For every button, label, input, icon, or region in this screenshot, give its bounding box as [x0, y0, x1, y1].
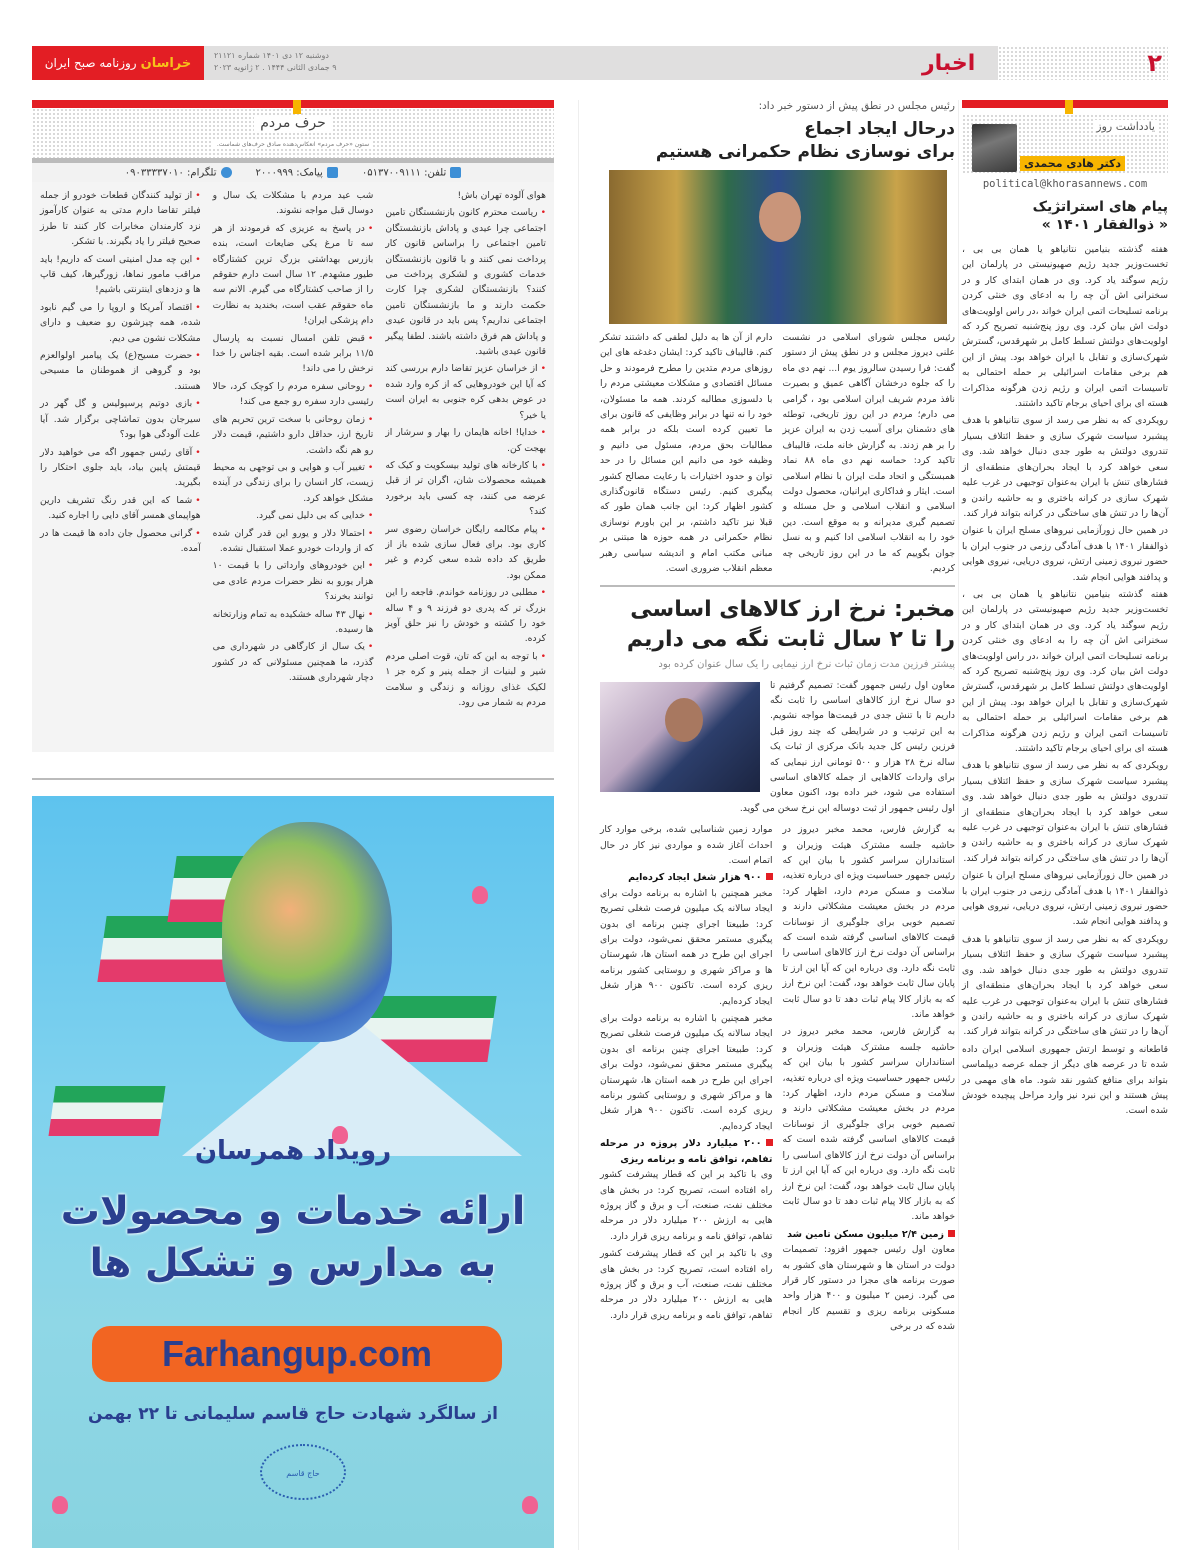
subhead: زمین ۲/۴ میلیون مسکن تامین شد — [783, 1227, 956, 1242]
ad-headline: ارائه خدمات و محصولات به مدارس و تشکل ها — [60, 1189, 526, 1286]
date-line-1: دوشنبه ۱۲ دی ۱۴۰۱ شماره ۲۱۱۲۱ — [214, 51, 329, 60]
sms-icon — [327, 167, 338, 178]
subhead: ۹۰۰ هزار شغل ایجاد کرده‌ایم — [600, 870, 773, 885]
note-label: یادداشت روز — [1093, 120, 1158, 133]
note-body: هفته گذشته بنیامین نتانیاهو یا همان بی بی ، تخست‌وزیر جدید رژیم صهیونیستی در پارلمان این رژیم سوگند یاد کرد. وی در همان ابتدای کار و در سخنرانی اش آن چه را به ادعای وی خنثی کردن برنامه تسلیحات اتمی ایران خواند ،در راس اولویت‌های دولت اش بیان کرد. وی روز پنج‌شنبه تصریح کرد که اولویت‌های دولتش تسلط کامل بر شهرقدس، گسترش شهرک‌سازی و تقابل با ایران خواهد بود. پیش از این هم برخی مقامات اسرائیلی بر حمله احتمالی به تاسیسات اتمی ایران و رژیم زدن هرگونه مذاکرات هسته ای برای احیای برجام تاکید داشتند. رویکردی که به نظر می رسد از سوی نتانیاهو با هدف پیشبرد سیاست شهرک سازی و حفظ ائتلاف بسیار تندروی دولتش به طور جدی دنبال خواهد شد. وی سعی خواهد کرد با ایجاد بحران‌های منطقه‌ای از فشارهای تنش با ایران به‌عنوان توجیهی در غرب علیه شهرک سازی در کرانه باختری و به حاشیه راندن و آن‌ها را در تنش های ساختگی در کرانه بتواند فرار کند. در همین حال زورآزمایی نیروهای مسلح ایران با عنوان ذوالفقار ۱۴۰۱ با هدف آمادگی رزمی در جنوب ایران با حضور نیروی زمینی ارتش، نیروی دریایی، نیروی هوایی و پدافند هوایی انجام شد. هفته گذشته بنیامین نتانیاهو یا همان بی بی ، تخست‌وزیر جدید رژیم صهیونیستی در پارلمان این رژیم سوگند یاد کرد. وی در همان ابتدای کار و در سخنرانی اش آن چه را به ادعای وی خنثی کردن برنامه تسلیحات اتمی ایران خواند ،در راس اولویت‌های دولت اش بیان کرد. وی روز پنج‌شنبه تصریح کرد که اولویت‌های دولتش تسلط کامل بر شهرقدس، گسترش شهرک‌سازی و تقابل با ایران خواهد بود. پیش از این هم برخی مقامات اسرائیلی بر حمله احتمالی به تاسیسات اتمی ایران و رژیم زدن هرگونه مذاکرات هسته ای برای احیای برجام تاکید داشتند. رویکردی که به نظر می رسد از سوی نتانیاهو با هدف پیشبرد سیاست شهرک سازی و حفظ ائتلاف بسیار تندروی دولتش به طور جدی دنبال خواهد شد. وی سعی خواهد کرد با ایجاد بحران‌های منطقه‌ای از فشارهای تنش با ایران به‌عنوان توجیهی در غرب علیه شهرک سازی در کرانه باختری و به حاشیه راندن و آن‌ها را در تنش های ساختگی در کرانه بتواند فرار کند. در همین حال زورآزمایی نیروهای مسلح ایران با عنوان ذوالفقار ۱۴۰۱ با هدف آمادگی رزمی در جنوب ایران با حضور نیروی زمینی ارتش، نیروی دریایی، نیروی هوایی و پدافند هوایی انجام شد. رویکردی که به نظر می رسد از سوی نتانیاهو با هدف پیشبرد سیاست شهرک سازی و حفظ ائتلاف بسیار تندروی دولتش به طور جدی دنبال خواهد شد. وی سعی خواهد کرد با ایجاد بحران‌های منطقه‌ای از فشارهای تنش با ایران به‌عنوان توجیهی در غرب علیه شهرک سازی در کرانه باختری و به حاشیه راندن و آن‌ها را در تنش های ساختگی در کرانه بتواند فرار کند. قاطعانه و توسط ارتش جمهوری اسلامی ایران داده شده تا در عرصه های دیگر از جمله عرصه دیپلماسی بتواند برای منافع کشور نقد شود. ماه های مهمی در پیش هستند و این نبرد نیز وارد مراحل پیچیده خودش شده است. — [962, 244, 1168, 1117]
story-column-right: رئیس مجلس شورای اسلامی در نشست علنی دیروز مجلس و در نطق پیش از دستور گفت: فرا رسیدن سالروز یوم ا... نهم دی ماه را که جلوه درخشان آگاهی عمیق و بصیرت نافذ مردم شریف ایران اسلامی بود ، گرامی می دارم؛ مردم در این روز تاریخی، توطئه های دشمنان برای آسیب زدن به ایران عزیز را بر هم زدند. به گزارش خانه ملت، قالیباف تاکید کرد: حماسه‌ نهم دی ماه ۸۸ نماد همبستگی و اتحاد ملت ایران با نظام اسلامی است. ایثار و فداکاری ایرانیان، محصول دولت اسلامی و انقلاب اسلامی و حل مسئله و تصمیم گیری مدیرانه و به موقع است. دین خود را به انقلاب اسلامی ادا کنیم و به نسل جوان بگوییم که ما در این روز تاریخی چه کردیم. — [782, 332, 955, 575]
bullet-square-icon — [766, 873, 773, 880]
note-title[interactable]: پیام های استراتژیک « ذوالفقار ۱۴۰۱ » — [1032, 199, 1168, 233]
ad-tagline: از سالگرد شهادت حاج قاسم سلیمانی تا ۲۲ بهمن — [87, 1404, 499, 1424]
date-line-2: ۹ جمادی الثانی ۱۴۴۴ . ۲ ژانویه ۲۰۲۳ — [214, 63, 337, 72]
second-story-column-right: به گزارش فارس، محمد مخبر دیروز در حاشیه جلسه مشترک هیئت وزیران و استانداران سراسر کشور با بیان این که رئیس جمهور حساسیت ویژه ای درباره تغذیه، سلامت و مسکن مردم دارد، اظهار کرد: مردم در بخش معیشت مشکلاتی دارند و تصمیم خوبی برای جلوگیری از نوسانات قیمت کالاهای اساسی گرفته شده است که براساس آن دولت نرخ ارز کالاهای اساسی را ثابت نگه دارد. وی درباره این که آیا این ارز تا پایان سال ثابت خواهد بود، گفت: این نرخ ارز که به بازار کالا پیام ثبات دهد تا دو سال ثابت خواهد ماند. به گزارش فارس، محمد مخبر دیروز در حاشیه جلسه مشترک هیئت وزیران و استانداران سراسر کشور با بیان این که رئیس جمهور حساسیت ویژه ای درباره تغذیه، سلامت و مسکن مردم دارد، اظهار کرد: مردم در بخش معیشت مشکلاتی دارند و تصمیم خوبی برای جلوگیری از نوسانات قیمت کالاهای اساسی گرفته شده است که براساس آن دولت نرخ ارز کالاهای اساسی را ثابت نگه دارد. وی درباره این که آیا این ارز تا پایان سال ثابت خواهد بود، گفت: این نرخ ارز که به بازار کالا پیام ثبات دهد تا دو سال ثابت خواهد ماند. زمین ۲/۴ میلیون مسکن تامین شد معاون اول رئیس جمهور افزود: تصمیمات دولت در استان ها و شهرستان های کشور به صورت برنامه های مجزا در دستور کار قرار می گیرد. زمین ۲ میلیون و ۴۰۰ هزار واحد مسکونی برنامه ریزی و تقسیم کار انجام شده که در برخی — [782, 824, 955, 1333]
messages-column-1: هوای آلوده تهران باش! •ریاست محترم کانون بازنشستگان تامین اجتماعی چرا عیدی و پاداش بازنشستگان تامین اجتماعی را براساس قانون کار پرداخت نمی کنند و با قانون بازنشستگان خدمات کشوری و لشکری پرداخت می کنند؟ بازنشستگان لشکری چرا کارت حکمت دارند و ما بازنشستگان تامین اجتماعی نداریم؟ پس باید در قانون عیدی و پاداش هم فرق داشته باشند. لطفا پیگیر قانون عیدی باشید. •از خراسان عزیز تقاضا دارم بررسی کند که آیا این خودروهایی که از کره وارد شده در عوض بدهی کره جنوبی به ایران است یا خیر؟ •خدایا! اخانه هایمان را بهار و سرشار از بهجت کن. •با کارخانه های تولید بیسکویت و کیک که همیشه محصولات شان، اگران تر از قبل عرضه می کنند، چه کسی باید برخورد کند؟ •پیام مکالمه رایگان خراسان رضوی سر کاری بود. برای فعال سازی شده باز از طریق کد داده شده سعی کردم و غیر ممکن بود. •مطلبی در روزنامه خواندم. فاجعه را این بزرگ تر که پدری دو فرزند ۹ و ۴ ساله خود را کشته و خودش را نیز حلق آویز کرده. •با توجه به این که تان، قوت اصلی مردم شیر و لبنیات از جمله پنیر و کره جز ۱ لکیک غذای روزانه و زندگی و سلامت مردم به شمار می رود. — [385, 190, 546, 708]
tulip-icon — [522, 1496, 538, 1514]
bullet-square-icon — [948, 1230, 955, 1237]
second-story-subtitle: پیشتر فرزین مدت زمان ثبات نرخ ارز نیمایی را یک سال عنوان کرده بود — [658, 658, 955, 670]
author-photo — [972, 124, 1017, 172]
note-header — [962, 114, 1168, 174]
masthead — [32, 46, 1168, 80]
tulip-icon — [472, 886, 488, 904]
phone-icon — [450, 167, 461, 178]
bullet-square-icon — [766, 1139, 773, 1146]
daily-note — [962, 100, 1168, 1121]
harf-messages — [32, 182, 554, 752]
harf-header — [32, 108, 554, 158]
main-news-column — [600, 100, 955, 1337]
section-bar — [962, 100, 1168, 108]
story-body — [600, 330, 955, 577]
telegram-contact[interactable]: تلگرام: ۰۹۰۳۳۳۳۷۰۱۰ — [125, 167, 232, 179]
mountain-illustration — [182, 1016, 522, 1156]
contact-bar — [32, 158, 554, 182]
second-story-lead: معاون اول رئیس جمهور گفت: تصمیم گرفتیم تا دو سال نرخ ارز کالاهای اساسی را ثابت نگه داریم تا با تنش جدی در قیمت‌ها مواجه نشویم. به این ترتیب و در شرایطی که چند روز قبل فرزین رئیس کل جدید بانک مرکزی از ثبات یک ساله نرخ ۲۸ هزار و ۵۰۰ تومانی ارز نیمایی که برای واردات کالاهایی از جمله کالاهای اساسی استفاده می شود، خبر داده بود، اکنون معاون اول رئیس جمهور از ثبت دوساله این نرخ سخن می گوید. — [600, 678, 955, 817]
column-divider — [958, 100, 959, 1550]
harf-subtitle: ستون «حرف مردم» انعکاس‌دهنده صادق حرف‌های شماست. — [213, 141, 373, 148]
second-story-column-left: موارد زمین شناسایی شده، برخی موارد کار احداث آغاز شده و مواردی نیز کار در حال اتمام است. ۹۰۰ هزار شغل ایجاد کرده‌ایم مخبر همچنین با اشاره به برنامه دولت برای ایجاد سالانه یک میلیون فرصت شغلی تصریح کرد: طبیعتا اجرای چنین برنامه ای بدون پیگیری مستمر محقق نمی‌شود، دولت برای اجرای این طرح در همه استان ها، شهرستان ها و مراکز شهری و روستایی کشور برنامه ریزی کرده است. تاکنون ۹۰۰ هزار شغل ایجاد کرده‌ایم. مخبر همچنین با اشاره به برنامه دولت برای ایجاد سالانه یک میلیون فرصت شغلی تصریح کرد: طبیعتا اجرای چنین برنامه ای بدون پیگیری مستمر محقق نمی‌شود، دولت برای اجرای این طرح در همه استان ها، شهرستان ها و مراکز شهری و روستایی کشور برنامه ریزی کرده است. تاکنون ۹۰۰ هزار شغل ایجاد کرده‌ایم. ۲۰۰ میلیارد دلار پروژه در مرحله تفاهم، توافق نامه و برنامه ریزی وی با تاکید بر این که قطار پیشرفت کشور راه افتاده است، تصریح کرد: در بخش های مختلف نفت، صنعت، آب و برق و گاز پروژه هایی به ارزش ۲۰۰ میلیارد دلار در مرحله تفاهم، توافق نامه و برنامه ریزی قرار دارد. وی با تاکید بر این که قطار پیشرفت کشور راه افتاده است، تصریح کرد: در بخش های مختلف نفت، صنعت، آب و برق و گاز پروژه هایی به ارزش ۲۰۰ میلیارد دلار در مرحله تفاهم، توافق نامه و برنامه ریزی قرار دارد. — [600, 824, 773, 1321]
subhead: ۲۰۰ میلیارد دلار پروژه در مرحله تفاهم، توافق نامه و برنامه ریزی — [600, 1138, 773, 1165]
section-title: اخبار — [918, 46, 998, 80]
author-name: دکتر هادی محمدی — [1020, 156, 1125, 171]
farhangup-advertisement[interactable] — [32, 796, 554, 1548]
harf-mardom-section — [32, 100, 554, 752]
newspaper-brand[interactable] — [32, 46, 204, 80]
ad-url[interactable]: Farhangup.com — [92, 1326, 502, 1382]
page-number: ۲ — [998, 46, 1168, 80]
harf-title: حرف مردم — [254, 115, 331, 131]
second-story-body — [600, 822, 955, 1336]
messages-column-3: •از تولید کنندگان قطعات خودرو از جمله فیلتر تقاضا دارم مدتی به عنوان کارآموز نزد کارمندان مخابرات کار کنند تا طرز صحیح فیلتر را یاد بگیرند. با تشکر. •این چه مدل امنیتی است که داریم! باید مراقب مامور نماها، زورگیرها، کیف قاپ ها و دزدهای اینترنتی باشیم! •اقتصاد آمریکا و اروپا را می گیم نابود شده، همه چیزشون رو ضعیف و دارای مشکلات نشون می دیم. •حضرت مسیح(ع) یک پیامبر اولوالعزم بود و گروهی از هموطنان ما مسیحی هستند. •بازی دوتیم پرسپولیس و گل گهر در سیرجان بدون تماشاچی برگزار شد. آیا علت آلودگی هوا بود؟ •آقای رئیس جمهور اگه می خواهید دلار قیمتش پایین بیاد، باید جلوی احتکار را بگیرید. •شما که این قدر رنگ تشریف دارین هواپیمای همسر آقای دایی را اجاره کنید. •گرانی محصول جان داده ها قیمت ها در آمده. — [39, 190, 201, 554]
messages-column-2: شب عید مردم با مشکلات یک سال و دوسال قبل مواجه نشوند. •در پاسخ به عزیزی که فرمودند از هر سه تا مرغ یکی ضایعات است، بنده بازرس بهداشتی بزرگ ترین کشتارگاه طیور مشهدم. ۱۲ سال است دارم حقوقم را از صاحب کشتارگاه می گیرم. الانم سه ماه حقوقم عقب است، بخندید به نظارت دام پزشکی ایران! •قبض تلفن امسال نسبت به پارسال ۱۱/۵ برابر شده است. بقیه اجناس را خدا نرخش را می داند! •روحانی سفره مردم را کوچک کرد، حالا رئیسی دارد سفره رو جمع می کند! •زمان روحانی با سخت ترین تحریم های تاریخ ارز، حداقل دارو داشتیم، قیمت دلار رو هم نگه داشت. •تغییر آب و هوایی و بی توجهی به محیط زیست، کار انسان را برای زندگی در آینده مشکل خواهد کرد. •خدایی که بی دلیل نمی گیرد. •احتمالا دلار و یورو این قدر گران شده که از واردات خودرو عملا استقبال نشده. •این خودروهای وارداتی را با قیمت ۱۰ هزار یورو به نظر حضرات مردم عادی می توانند بخرند؟ •نهال ۴۳ ساله خشکیده به تمام وزارتخانه ها رسیده. •یک سال از کارگاهی در شهرداری می گذرد، ما همچنین مسئولانی که در کشور دچار شهرداری هستند. — [212, 190, 374, 684]
portrait-illustration — [222, 822, 392, 1042]
story-headline[interactable]: درحال ایجاد اجماع برای نوسازی نظام حکمرانی هستیم — [655, 119, 955, 162]
author-email[interactable]: political@khorasannews.com — [982, 178, 1148, 190]
tulip-icon — [52, 1496, 68, 1514]
phone-contact[interactable]: تلفن: ۰۵۱۳۷۰۰۹۱۱۱ — [362, 167, 461, 179]
mokhber-photo — [600, 682, 760, 792]
story-kicker: رئیس مجلس در نطق پیش از دستور خبر داد: — [758, 100, 955, 112]
calligraphy-seal-logo: حاج قاسم — [260, 1444, 346, 1500]
ad-divider — [32, 778, 554, 780]
brand-tagline: روزنامه صبح ایران — [44, 56, 137, 70]
column-divider — [578, 100, 579, 1550]
parliament-speaker-photo — [609, 170, 947, 324]
section-bar — [32, 100, 554, 108]
ad-event-label: رویداد همرسان — [194, 1136, 392, 1166]
story-divider — [600, 585, 955, 587]
story-column-left: دارم از آن ها به دلیل لطفی که داشتند تشکر کنم. قالیباف تاکید کرد: ایشان دغدغه های این روزهای مردم متدین را مطرح فرمودند و حل مسائل اقتصادی و مشکلات معیشتی مردم را با دلسوزی مطالبه کردند. همه ما مسئولان، خود را نه تنها در برابر وظایفی که قانون برای ما تعیین کرده است بلکه در برابر همه مطالبات بحق مردم، مسئول می دانیم و وظیفه خود می دانیم این مسائل را در حد توان و حدود اختیارات با رعایت مصالح کشور پیگیری کنیم. رئیس دستگاه قانون‌گذاری کشور اظهار کرد: این جانب همان طور که قبلا نیز تاکید داشتم، بر این باورم نوسازی نظام حکمرانی در همه حوزه ها مبتنی بر مبانی مکتب امام و اندیشه سیاسی رهبر معظم انقلاب ضروری است. — [600, 332, 773, 575]
telegram-icon — [221, 167, 232, 178]
sms-contact[interactable]: پیامک: ۲۰۰۰۹۹۹ — [256, 167, 338, 179]
brand-logo: خراسان — [140, 55, 192, 71]
flag-illustration — [48, 1086, 165, 1136]
issue-date — [204, 46, 918, 80]
second-story-headline[interactable]: مخبر: نرخ ارز کالاهای اساسی را تا ۲ سال ثابت نگه می داریم — [626, 596, 955, 652]
